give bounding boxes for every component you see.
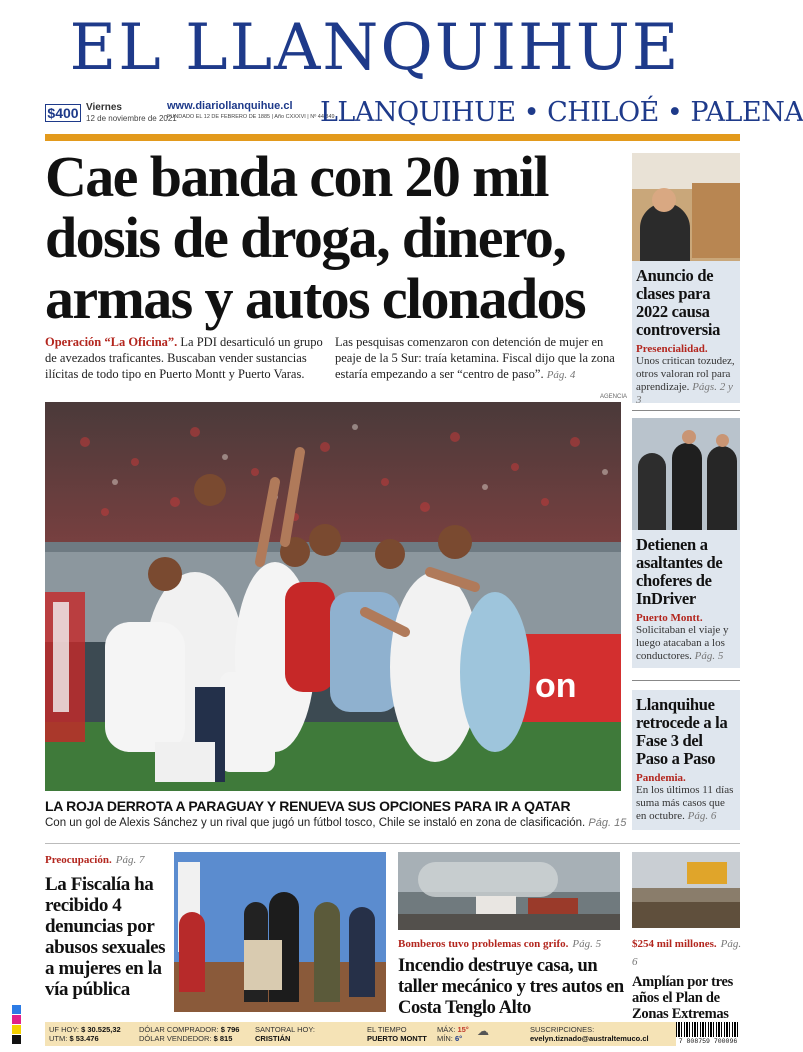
- footer-label: DÓLAR COMPRADOR:: [139, 1025, 219, 1034]
- sidebar-divider: [632, 410, 740, 411]
- svg-text:on: on: [535, 667, 577, 705]
- founded-line: FUNDADO EL 12 DE FEBRERO DE 1885 | Año CXXXVI | Nº 44.349: [167, 114, 335, 120]
- sidebar-headline: Detienen a asaltantes de choferes de InDriver: [636, 535, 723, 608]
- sidebar-headline: Anuncio de clases para 2022 causa controversia: [636, 266, 721, 339]
- footer-temps: [437, 1025, 469, 1043]
- footer-value: 6°: [454, 1034, 463, 1043]
- sidebar-text-body: Unos critican tozudez, otros valoran rol para aprendizaje.: [636, 355, 735, 393]
- sidebar-story-classes[interactable]: [632, 153, 740, 406]
- photo-headline[interactable]: LA ROJA DERROTA A PARAGUAY Y RENUEVA SUS OPCIONES PARA IR A QATAR: [45, 798, 571, 814]
- lead-kicker: Operación “La Oficina”.: [45, 335, 178, 349]
- fire-photo[interactable]: [398, 852, 620, 930]
- bottom-headline: Amplían por tres años el Plan de Zonas Extremas: [632, 974, 734, 1022]
- photo-page-ref: Pág. 15: [588, 817, 627, 829]
- barcode-number: 7 808759 700096: [678, 1038, 738, 1045]
- lead-left-text: La PDI desarticuló un grupo de avezados traficantes. Buscaban vender sustancias ilícitas de todo tipo en Puerto Montt y Puerto Varas.: [45, 335, 323, 381]
- sidebar-headline: Llanquihue retrocede a la Fase 3 del Paso a Paso: [636, 695, 728, 768]
- sidebar-kicker: Puerto Montt.: [636, 612, 703, 624]
- lead-left-column: [45, 334, 331, 382]
- sidebar-divider: [632, 680, 740, 681]
- barcode-bars: [676, 1022, 740, 1037]
- footer-santoral: [255, 1025, 315, 1043]
- sidebar-text-body: En los últimos 11 días suma más casos que en octubre.: [636, 784, 734, 822]
- sidebar-text-body: Solicitaban el viaje y luego atacaban a los conductores.: [636, 624, 729, 662]
- sidebar-text: [636, 784, 736, 823]
- bottom-kicker-line: [398, 934, 628, 952]
- football-celebration-photo[interactable]: [45, 402, 621, 791]
- bottom-story-incendio[interactable]: [398, 934, 628, 1019]
- sidebar-page-ref: Pág. 6: [687, 810, 717, 822]
- bottom-kicker-line: [45, 850, 170, 868]
- regions-line: LLANQUIHUE • CHILOÉ • PALENA: [320, 97, 803, 128]
- footer-label: EL TIEMPO: [367, 1025, 407, 1034]
- bottom-kicker: $254 mil millones.: [632, 938, 717, 950]
- bottom-headline: La Fiscalía ha recibido 4 denuncias por abusos sexuales a mujeres en la vía pública: [45, 874, 166, 1000]
- footer-value: 15°: [457, 1025, 469, 1034]
- footer-label: UF HOY:: [49, 1025, 80, 1034]
- footer-value: $ 796: [220, 1025, 240, 1034]
- bottom-kicker-line: [632, 934, 742, 970]
- sidebar-page-ref: Pág. 5: [694, 650, 724, 662]
- photo-credit: AGENCIA: [600, 394, 628, 400]
- issue-day: Viernes: [86, 102, 122, 113]
- bottom-story-fiscalia[interactable]: [45, 850, 170, 1000]
- footer-label: MÁX:: [437, 1025, 456, 1034]
- arrest-photo: [632, 418, 740, 530]
- bottom-divider: [45, 843, 740, 844]
- photo-caption: [45, 817, 635, 829]
- footer-uf: [49, 1025, 121, 1043]
- classroom-photo: [632, 153, 740, 261]
- footer-label: DÓLAR VENDEDOR:: [139, 1034, 212, 1043]
- lead-right-text: Las pesquisas comenzaron con detención de mujer en peaje de la 5 Sur: traía ketamina. Fiscal dijo que la zona estaría empezando a ser “centro de paso”.: [335, 335, 615, 381]
- footer-label: MÍN:: [437, 1034, 453, 1043]
- website-link[interactable]: www.diariollanquihue.cl: [167, 100, 293, 112]
- construction-photo[interactable]: [632, 852, 740, 928]
- sidebar-text: [636, 624, 736, 663]
- lead-page-ref: Pág. 4: [546, 369, 576, 381]
- sidebar-kicker: Pandemia.: [636, 772, 686, 784]
- newspaper-title: EL LLANQUIHUE: [69, 11, 681, 85]
- photo-caption-text: Con un gol de Alexis Sánchez y un rival que jugó un fútbol tosco, Chile se instaló en zona de clasificación.: [45, 817, 586, 829]
- bottom-kicker: Bomberos tuvo problemas con grifo.: [398, 938, 569, 950]
- bottom-page-ref: Pág. 7: [115, 854, 145, 866]
- footer-value: $ 815: [213, 1034, 233, 1043]
- lead-headline[interactable]: Cae banda con 20 mil dosis de droga, dinero, armas y autos clonados: [45, 144, 586, 331]
- footer-value[interactable]: evelyn.tiznado@australtemuco.cl: [530, 1034, 649, 1043]
- footer-dolar: [139, 1025, 239, 1043]
- cloud-icon: ☁: [477, 1024, 489, 1038]
- sidebar-story-indriver[interactable]: [632, 418, 740, 668]
- barcode: [676, 1022, 740, 1046]
- sidebar-story-pandemia[interactable]: [632, 690, 740, 830]
- footer-label: UTM:: [49, 1034, 68, 1043]
- press-conference-photo[interactable]: [174, 852, 386, 1012]
- print-mark: [12, 1035, 21, 1044]
- footer-bar: [45, 1022, 740, 1046]
- footer-subs: [530, 1025, 649, 1043]
- issue-date: 12 de noviembre de 2021: [86, 114, 177, 123]
- orange-divider: [45, 134, 740, 141]
- lead-right-column: [335, 334, 623, 383]
- footer-label: SANTORAL HOY:: [255, 1025, 316, 1034]
- sidebar-kicker: Presencialidad.: [636, 343, 708, 355]
- footer-value: $ 53.476: [69, 1034, 99, 1043]
- sidebar-text: [636, 355, 736, 407]
- sidebar-page-ref: Págs. 2 y 3: [636, 381, 733, 406]
- print-mark: [12, 1025, 21, 1034]
- price-badge: $400: [45, 104, 81, 122]
- bottom-headline: Incendio destruye casa, un taller mecánico y tres autos en Costa Tenglo Alto: [398, 956, 624, 1018]
- footer-weather: [367, 1025, 427, 1043]
- footer-value: PUERTO MONTT: [367, 1034, 427, 1043]
- bottom-page-ref: Pág. 5: [572, 938, 602, 950]
- bottom-kicker: Preocupación.: [45, 854, 112, 866]
- footer-label: SUSCRIPCIONES:: [530, 1025, 595, 1034]
- bottom-page-ref: Pág. 6: [632, 938, 742, 968]
- footer-value: $ 30.525,32: [81, 1025, 121, 1034]
- print-mark: [12, 1005, 21, 1014]
- print-mark: [12, 1015, 21, 1024]
- footer-value: CRISTIÁN: [255, 1034, 291, 1043]
